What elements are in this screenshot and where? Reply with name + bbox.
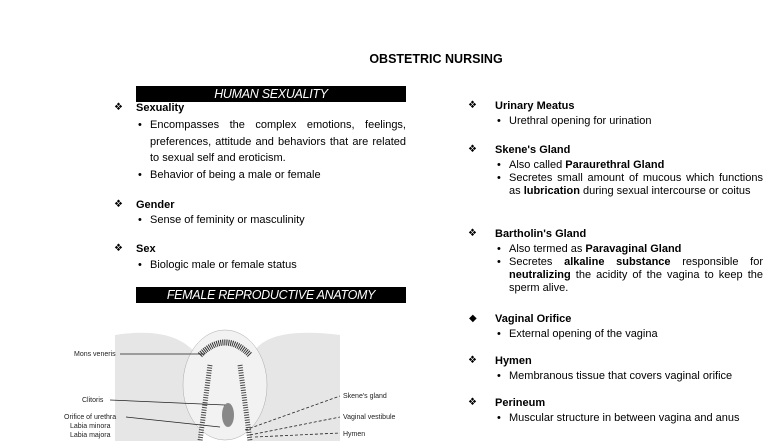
- label-vaginal-vestibule: Vaginal vestibule: [343, 414, 396, 421]
- diamond-bullet-icon: ❖: [114, 199, 123, 210]
- bullet: [495, 412, 763, 425]
- diamond-bullet-icon: ❖: [114, 243, 123, 254]
- label-labia-minora: Labia minora: [70, 423, 111, 430]
- bullet-text: Urethral opening for urination: [509, 115, 652, 127]
- bullet-list: [495, 243, 763, 295]
- female-anatomy-diagram: [60, 305, 410, 441]
- heading: Urinary Meatus: [495, 100, 575, 112]
- bullet-list: [495, 115, 763, 128]
- heading: Perineum: [495, 397, 546, 409]
- bullet-list: [495, 328, 763, 341]
- diamond-bullet-icon: ❖: [468, 144, 477, 155]
- bullet-list: [495, 159, 763, 198]
- bullet: [495, 159, 763, 172]
- section-bar-female-anatomy: FEMALE REPRODUCTIVE ANATOMY: [136, 287, 406, 303]
- bullet-text: lubrication: [523, 185, 580, 197]
- diamond-bullet-icon: ❖: [468, 397, 477, 408]
- bullet: [495, 328, 763, 341]
- heading: Hymen: [495, 355, 532, 367]
- bullet-text: Paravaginal Gland: [585, 243, 682, 255]
- bullet-text: alkaline substance: [564, 256, 671, 268]
- bullet: • Behavior of being a male or female: [136, 167, 406, 184]
- bullet-text: External opening of the vagina: [509, 328, 658, 340]
- heading-gender: Gender: [136, 199, 175, 211]
- diamond-bullet-icon: ❖: [468, 355, 477, 366]
- label-hymen: Hymen: [343, 431, 366, 438]
- bullet-text: Secretes: [509, 256, 565, 268]
- heading-sexuality: Sexuality: [136, 102, 185, 114]
- label-skenes-gland: Skene's gland: [343, 393, 387, 400]
- gender-bullets: [136, 212, 406, 229]
- bullet: [495, 256, 763, 295]
- label-labia-majora: Labia majora: [70, 432, 111, 439]
- bullet: • Biologic male or female status: [136, 257, 406, 274]
- page-title: OBSTETRIC NURSING: [369, 52, 503, 66]
- bullet-text: Also termed as: [509, 243, 586, 255]
- diamond-bullet-icon: ◆: [469, 313, 477, 324]
- diamond-bullet-icon: ❖: [468, 100, 477, 111]
- bullet-text: the acidity of the vagina to keep the sperm alive.: [509, 269, 763, 294]
- heading: Bartholin's Gland: [495, 228, 587, 240]
- bullet-text: Secretes small amount of mucous which functions as: [509, 172, 763, 197]
- bullet-text: Also called: [509, 159, 566, 171]
- label-orifice-urethra: Orifice of urethra: [64, 414, 117, 421]
- bullet-text: Membranous tissue that covers vaginal orifice: [509, 370, 733, 382]
- label-mons-veneris: Mons veneris: [74, 351, 116, 358]
- bullet: [495, 115, 763, 128]
- bullet: [495, 370, 763, 383]
- bullet: [495, 172, 763, 198]
- heading: Skene's Gland: [495, 144, 571, 156]
- diamond-bullet-icon: ❖: [114, 102, 123, 113]
- heading-sex: Sex: [136, 243, 156, 255]
- bullet-text: neutralizing: [509, 269, 571, 281]
- bullet-text: responsible for: [670, 256, 763, 268]
- bullet-list: [495, 370, 763, 383]
- section-bar-human-sexuality: HUMAN SEXUALITY: [136, 86, 406, 102]
- bullet-text: Muscular structure in between vagina and anus: [509, 412, 740, 424]
- bullet: [495, 243, 763, 256]
- bullet: • Encompasses the complex emotions, feelings, preferences, attitude and behaviors that are related to sexual self and eroticism.: [136, 117, 406, 167]
- bullet-list: [495, 412, 763, 425]
- bullet-text: Paraurethral Gland: [565, 159, 665, 171]
- diamond-bullet-icon: ❖: [468, 228, 477, 239]
- heading: Vaginal Orifice: [495, 313, 572, 325]
- bullet: • Sense of feminity or masculinity: [136, 212, 406, 229]
- sex-bullets: [136, 257, 406, 274]
- label-clitoris: Clitoris: [82, 397, 104, 404]
- sexuality-bullets: [136, 117, 406, 183]
- bullet-text: during sexual intercourse or coitus: [579, 185, 751, 197]
